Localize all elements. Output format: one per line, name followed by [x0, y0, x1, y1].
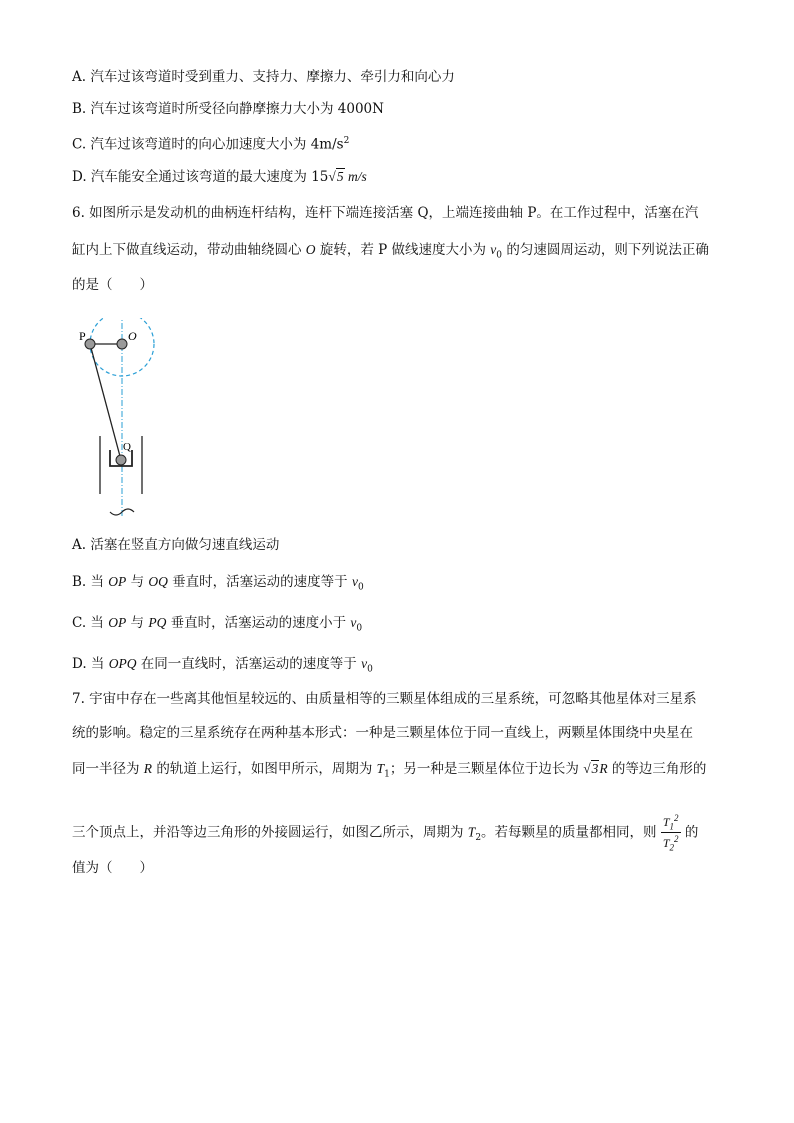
label-o: O	[128, 329, 137, 343]
q5-option-a: A. 汽车过该弯道时受到重力、支持力、摩擦力、牵引力和向心力	[72, 69, 455, 85]
q6-stem-line3: 的是（ ）	[72, 277, 153, 293]
joint-p	[85, 339, 95, 349]
q7-stem-line1: 7. 宇宙中存在一些离其他恒星较远的、由质量相等的三颗星体组成的三星系统，可忽略其他星体对三星系	[72, 691, 697, 707]
joint-q	[116, 455, 126, 465]
q6-option-c: C. 当 OP 与 PQ 垂直时，活塞运动的速度小于 $v_0$	[72, 615, 363, 634]
q7-stem-line2: 统的影响。稳定的三星系统存在两种基本形式：一种是三颗星体位于同一直线上，两颗星体围绕中央星在	[72, 725, 693, 741]
crank-rod-figure	[72, 318, 172, 528]
joint-o	[117, 339, 127, 349]
q6-stem-line1: 6. 如图所示是发动机的曲柄连杆结构，连杆下端连接活塞 Q，上端连接曲轴 P。在工作过程中，活塞在汽	[72, 205, 699, 221]
label-q: Q	[123, 441, 131, 453]
q6-option-b: B. 当 OP 与 OQ 垂直时，活塞运动的速度等于 $v_0$	[72, 574, 364, 593]
q5-option-c: C. 汽车过该弯道时的向心加速度大小为 $4m/s^2$	[72, 136, 350, 153]
q5-option-d: D. 汽车能安全通过该弯道的最大速度为 15√5 m/s	[72, 169, 367, 185]
q6-option-a: A. 活塞在竖直方向做匀速直线运动	[72, 537, 280, 553]
q6-stem-line2: 缸内上下做直线运动，带动曲轴绕圆心 O 旋转，若 P 做线速度大小为 $v_0$ 的匀速圆周运动，则下列说法正确	[72, 242, 709, 261]
q7-stem-line5: 值为（ ）	[72, 860, 153, 876]
label-p: P	[79, 329, 86, 343]
q6-option-d: D. 当 OPQ 在同一直线时，活塞运动的速度等于 $v_0$	[72, 656, 373, 675]
q7-stem-line4: 三个顶点上，并沿等边三角形的外接圆运行，如图乙所示，周期为 $T_2$。若每颗星的质量都相同，则 $\frac{T_1^2}{T_2^2}$ 的	[72, 813, 699, 853]
ratio-fraction: $\frac{T_1^2}{T_2^2}$	[662, 813, 679, 853]
connecting-rod	[90, 344, 121, 460]
q5-option-b: B. 汽车过该弯道时所受径向静摩擦力大小为 4000N	[72, 101, 384, 117]
q7-stem-line3: 同一半径为 R 的轨道上运行，如图甲所示，周期为 $T_1$；另一种是三颗星体位于边长为 √3R 的等边三角形的	[72, 761, 707, 780]
